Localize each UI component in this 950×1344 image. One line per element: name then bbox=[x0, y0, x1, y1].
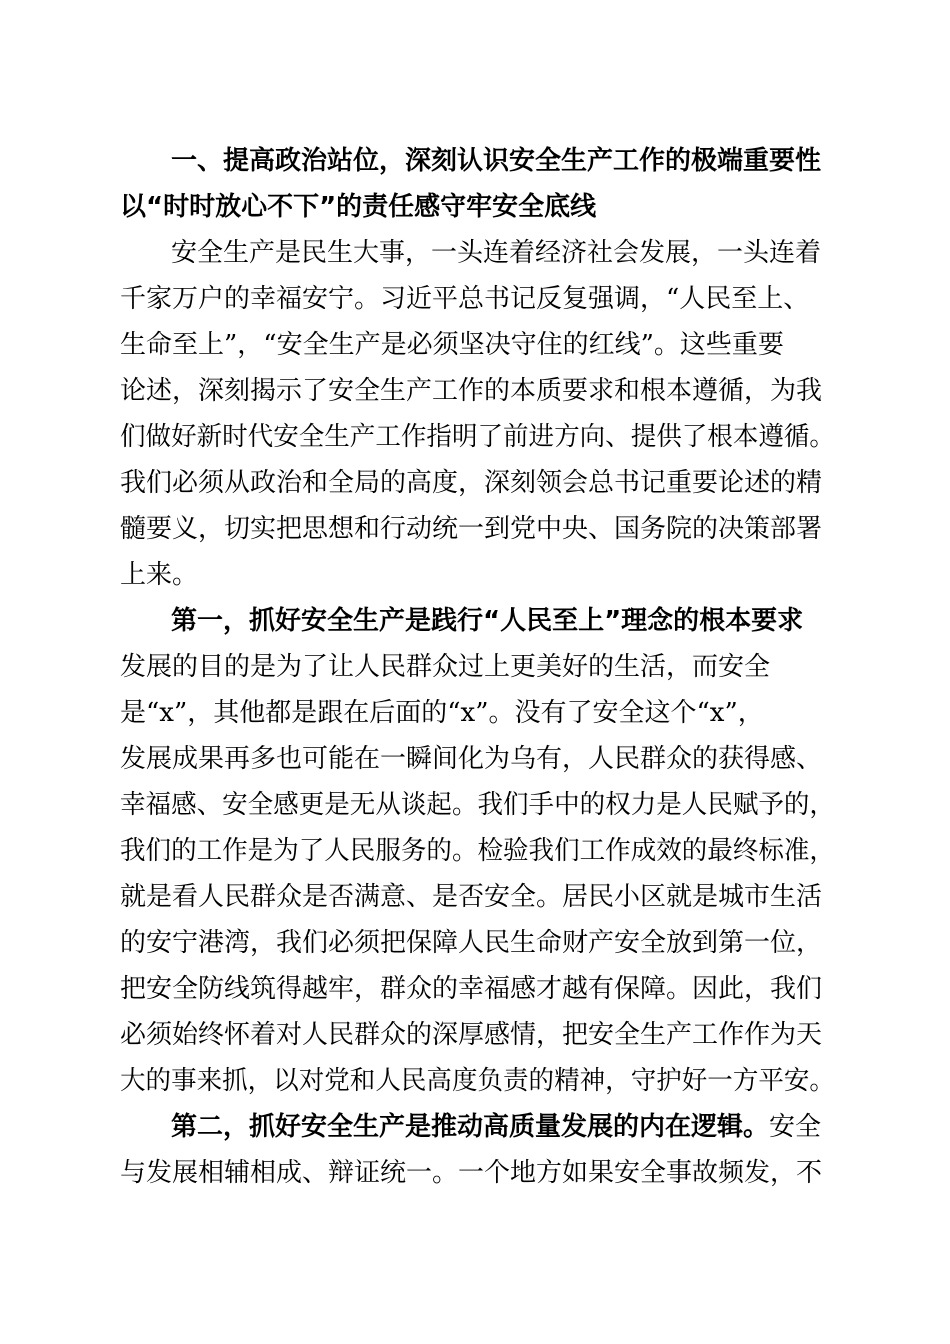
body-text-line: 发展的目的是为了让人民群众过上更美好的生活，而安全 bbox=[120, 652, 771, 682]
body-text-line: 发展成果再多也可能在一瞬间化为乌有，人民群众的获得感、 bbox=[120, 744, 823, 774]
body-text-line: 与发展相辅相成、辩证统一。一个地方如果安全事故频发，不 bbox=[120, 1158, 823, 1188]
body-text-line: 的安宁港湾，我们必须把保障人民生命财产安全放到第一位， bbox=[120, 928, 823, 958]
subsection-title-1: 第一，抓好安全生产是践行“人民至上”理念的根本要求 bbox=[171, 606, 804, 636]
body-text-line: 幸福感、安全感更是无从谈起。我们手中的权力是人民赋予的， bbox=[120, 790, 835, 820]
body-text-line: 我们的工作是为了人民服务的。检验我们工作成效的最终标准， bbox=[120, 836, 835, 866]
body-text-line: 论述，深刻揭示了安全生产工作的本质要求和根本遵循，为我 bbox=[120, 376, 823, 406]
body-text-line: 把安全防线筑得越牢，群众的幸福感才越有保障。因此，我们 bbox=[120, 974, 823, 1004]
subsection-title-2: 第二，抓好安全生产是推动高质量发展的内在逻辑。 bbox=[171, 1112, 770, 1142]
subsection-2-first-line bbox=[171, 1112, 821, 1142]
body-text-line: 们做好新时代安全生产工作指明了前进方向、提供了根本遵循。 bbox=[120, 422, 835, 452]
body-text-line: 上来。 bbox=[120, 560, 199, 590]
body-text-line: 大的事来抓，以对党和人民高度负责的精神，守护好一方平安。 bbox=[120, 1066, 835, 1096]
body-text-line: 安全生产是民生大事，一头连着经济社会发展，一头连着 bbox=[171, 238, 822, 268]
body-text-line: 就是看人民群众是否满意、是否安全。居民小区就是城市生活 bbox=[120, 882, 823, 912]
body-text-line: 生命至上”，“安全生产是必须坚决守住的红线”。这些重要 bbox=[120, 330, 784, 360]
body-text-line: 是“x”，其他都是跟在后面的“x”。没有了安全这个“x”， bbox=[120, 698, 764, 728]
body-text-line: 我们必须从政治和全局的高度，深刻领会总书记重要论述的精 bbox=[120, 468, 823, 498]
section-heading-line-2: 以“时时放心不下”的责任感守牢安全底线 bbox=[120, 192, 597, 222]
body-text-inline: 安全 bbox=[769, 1112, 822, 1142]
section-heading-line-1: 一、提高政治站位，深刻认识安全生产工作的极端重要性 bbox=[171, 146, 822, 176]
body-text-line: 千家万户的幸福安宁。习近平总书记反复强调，“人民至上、 bbox=[120, 284, 810, 314]
body-text-line: 必须始终怀着对人民群众的深厚感情，把安全生产工作作为天 bbox=[120, 1020, 823, 1050]
body-text-line: 髓要义，切实把思想和行动统一到党中央、国务院的决策部署 bbox=[120, 514, 823, 544]
